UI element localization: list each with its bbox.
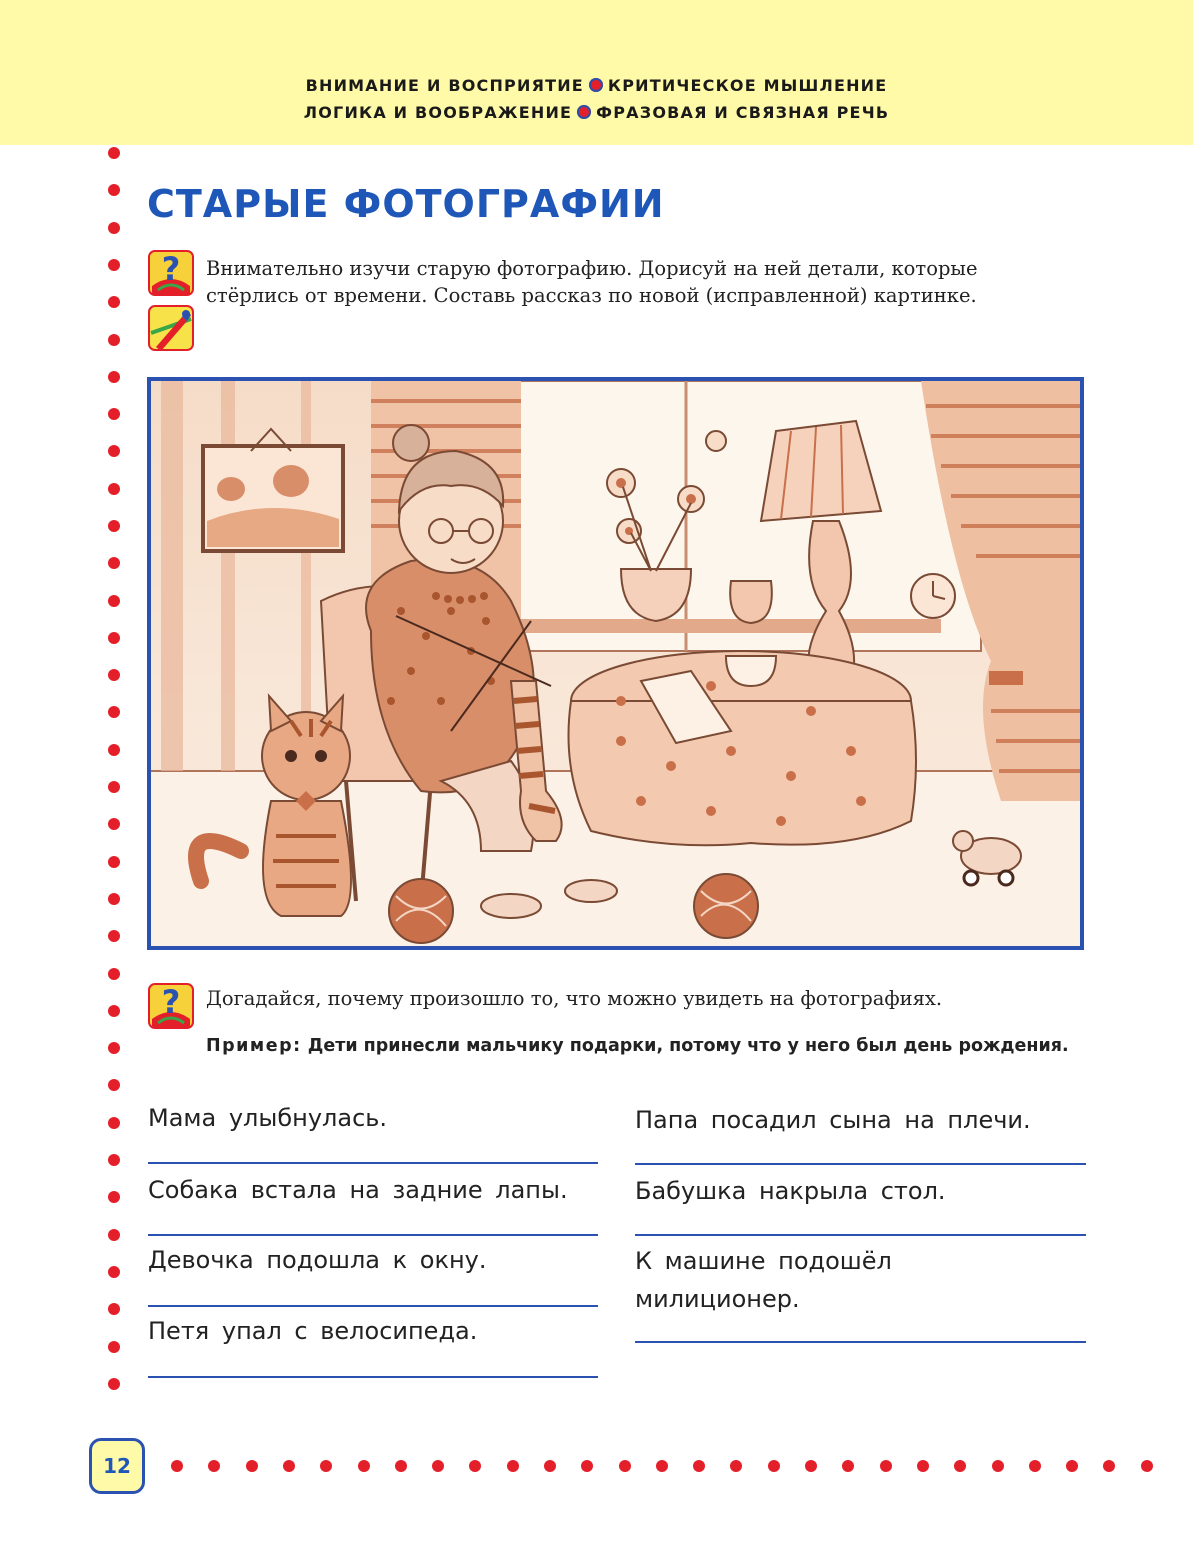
sentence-right-3b: милиционер.	[635, 1285, 800, 1313]
skill-critical-thinking: КРИТИЧЕСКОЕ МЫШЛЕНИЕ	[607, 76, 888, 95]
red-dot-icon	[320, 1460, 332, 1472]
answer-line[interactable]	[148, 1305, 598, 1307]
sentence-left-2: Собака встала на задние лапы.	[148, 1176, 568, 1204]
task1-line-1: Внимательно изучи старую фотографию. Дорисуй на ней детали, которые	[206, 257, 978, 280]
example-text: Дети принесли мальчику подарки, потому что у него был день рождения.	[307, 1036, 1069, 1056]
sentence-left-1: Мама улыбнулась.	[148, 1104, 388, 1132]
question-icon	[148, 250, 194, 296]
red-dot-icon	[108, 1005, 120, 1017]
red-dot-icon	[108, 968, 120, 980]
red-dot-icon	[805, 1460, 817, 1472]
red-dot-icon	[108, 856, 120, 868]
red-dot-icon	[992, 1460, 1004, 1472]
red-dot-icon	[108, 818, 120, 830]
red-dot-icon	[108, 1229, 120, 1241]
red-dot-icon	[108, 930, 120, 942]
page-number: 12	[89, 1438, 145, 1494]
sentence-left-3: Девочка подошла к окну.	[148, 1246, 487, 1274]
skill-speech: ФРАЗОВАЯ И СВЯЗНАЯ РЕЧЬ	[596, 103, 890, 122]
red-dot-icon	[730, 1460, 742, 1472]
red-dot-icon	[656, 1460, 668, 1472]
old-photo-illustration	[147, 377, 1084, 950]
sentence-right-3a: К машине подошёл	[635, 1247, 892, 1275]
red-dot-icon	[108, 595, 120, 607]
red-dot-icon	[108, 744, 120, 756]
red-dot-icon	[108, 1154, 120, 1166]
red-dot-icon	[880, 1460, 892, 1472]
answer-line[interactable]	[635, 1341, 1086, 1343]
red-dot-separator-icon	[589, 78, 603, 92]
red-dot-icon	[358, 1460, 370, 1472]
red-dot-icon	[1066, 1460, 1078, 1472]
red-dot-icon	[108, 520, 120, 532]
answer-line[interactable]	[635, 1163, 1086, 1165]
skill-logic: ЛОГИКА И ВООБРАЖЕНИЕ	[303, 103, 573, 122]
sentence-right-2: Бабушка накрыла стол.	[635, 1177, 946, 1205]
red-dot-icon	[842, 1460, 854, 1472]
answer-line[interactable]	[148, 1234, 598, 1236]
red-dot-icon	[108, 1378, 120, 1390]
red-dot-icon	[469, 1460, 481, 1472]
red-dot-icon	[395, 1460, 407, 1472]
red-dot-icon	[108, 334, 120, 346]
red-dot-icon	[108, 371, 120, 383]
red-dot-icon	[108, 483, 120, 495]
answer-line[interactable]	[635, 1234, 1086, 1236]
red-dot-icon	[108, 184, 120, 196]
red-dot-icon	[544, 1460, 556, 1472]
red-dot-icon	[108, 222, 120, 234]
red-dot-icon	[108, 296, 120, 308]
red-dot-icon	[507, 1460, 519, 1472]
red-dot-icon	[108, 1266, 120, 1278]
question-icon	[148, 983, 194, 1029]
red-dot-separator-icon	[577, 105, 591, 119]
red-dot-icon	[917, 1460, 929, 1472]
red-dot-icon	[1103, 1460, 1115, 1472]
answer-line[interactable]	[148, 1162, 598, 1164]
red-dot-icon	[108, 1042, 120, 1054]
red-dot-icon	[619, 1460, 631, 1472]
red-dot-icon	[581, 1460, 593, 1472]
red-dot-icon	[108, 1303, 120, 1315]
red-dot-icon	[108, 706, 120, 718]
red-dot-icon	[171, 1460, 183, 1472]
red-dot-icon	[108, 1117, 120, 1129]
red-dot-icon	[108, 408, 120, 420]
answer-line[interactable]	[148, 1376, 598, 1378]
red-dot-icon	[108, 1341, 120, 1353]
red-dot-icon	[768, 1460, 780, 1472]
red-dot-icon	[954, 1460, 966, 1472]
red-dot-icon	[1029, 1460, 1041, 1472]
red-dot-icon	[108, 669, 120, 681]
svg-text:?: ?	[161, 250, 181, 288]
task2-text: Догадайся, почему произошло то, что можно увидеть на фотографиях.	[206, 987, 943, 1010]
red-dot-icon	[108, 1079, 120, 1091]
grandmother-knitting-scene	[151, 381, 1080, 946]
sentence-right-1: Папа посадил сына на плечи.	[635, 1106, 1031, 1134]
svg-text:?: ?	[161, 983, 181, 1021]
example-block	[206, 1035, 1086, 1058]
red-dot-icon	[108, 893, 120, 905]
red-dot-icon	[108, 1191, 120, 1203]
red-dot-icon	[108, 781, 120, 793]
page-title: СТАРЫЕ ФОТОГРАФИИ	[147, 182, 665, 226]
red-dot-icon	[208, 1460, 220, 1472]
red-dot-icon	[108, 557, 120, 569]
red-dot-icon	[108, 147, 120, 159]
header-skills-line-1	[0, 76, 1193, 95]
example-label: Пример:	[206, 1036, 302, 1056]
task1-line-2: стёрлись от времени. Составь рассказ по новой (исправленной) картинке.	[206, 284, 977, 307]
red-dot-icon	[246, 1460, 258, 1472]
red-dot-icon	[432, 1460, 444, 1472]
header-skills-line-2	[0, 103, 1193, 122]
red-dot-icon	[1141, 1460, 1153, 1472]
sentence-left-4: Петя упал с велосипеда.	[148, 1317, 478, 1345]
red-dot-icon	[108, 632, 120, 644]
red-dot-icon	[283, 1460, 295, 1472]
draw-pencil-icon	[148, 305, 194, 351]
red-dot-icon	[693, 1460, 705, 1472]
skill-attention: ВНИМАНИЕ И ВОСПРИЯТИЕ	[305, 76, 584, 95]
header-band	[0, 0, 1193, 145]
red-dot-icon	[108, 259, 120, 271]
red-dot-icon	[108, 445, 120, 457]
